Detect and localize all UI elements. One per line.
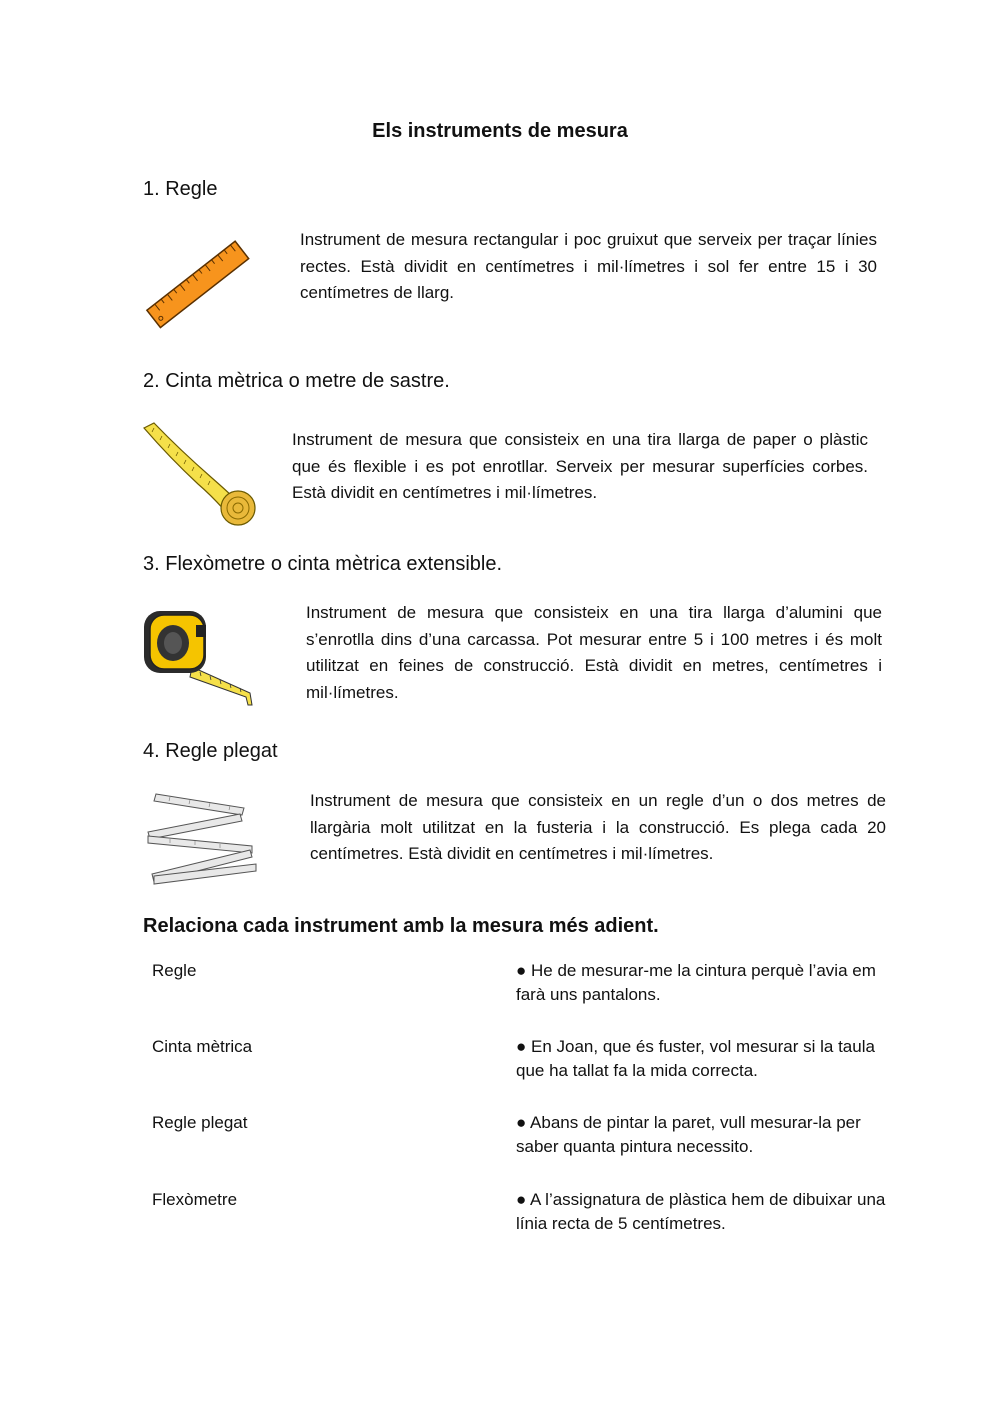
statement-item[interactable]: ● He de mesurar-me la cintura perquè l’avia em farà uns pantalons. (516, 961, 876, 1004)
section-heading-flexometre: 3. Flexòmetre o cinta mètrica extensible. (143, 553, 503, 575)
folding-ruler-icon (140, 790, 265, 890)
section-text-regle-plegat: Instrument de mesura que consisteix en un regle d’un o dos metres de llargària molt utilitzat en la fusteria i la construcció. Es plega cada 20 centímetres. Està dividit en centímetres i mil·límetres. (310, 791, 886, 863)
section-text-cinta: Instrument de mesura que consisteix en una tira llarga de paper o plàstic que és flexible i es pot enrotllar. Serveix per mesurar superfícies corbes. Està dividit en centímetres i mil·límetres. (292, 430, 868, 502)
tailor-tape-icon (140, 420, 260, 530)
statement-item[interactable]: ● En Joan, que és fuster, vol mesurar si la taula que ha tallat fa la mida correcta. (516, 1037, 875, 1080)
instrument-item[interactable]: Flexòmetre (152, 1190, 238, 1209)
exercise-title: Relaciona cada instrument amb la mesura més adient. (143, 915, 659, 937)
section-heading-regle-plegat: 4. Regle plegat (143, 740, 278, 762)
section-text-flexometre: Instrument de mesura que consisteix en una tira llarga d’alumini que s’enrotlla dins d’una carcassa. Pot mesurar entre 5 i 100 metres i és molt utilitzat en feines de construcció. Està dividit en metres, centímetres i mil·límetres. (306, 603, 882, 702)
statement-item[interactable]: ● A l’assignatura de plàstica hem de dibuixar una línia recta de 5 centímetres. (516, 1190, 886, 1233)
ruler-icon (140, 238, 255, 333)
section-heading-regle: 1. Regle (143, 178, 218, 200)
statement-item[interactable]: ● Abans de pintar la paret, vull mesurar-la per saber quanta pintura necessito. (516, 1113, 861, 1156)
instrument-item[interactable]: Regle plegat (152, 1113, 248, 1132)
section-heading-cinta: 2. Cinta mètrica o metre de sastre. (143, 370, 450, 392)
page-title: Els instruments de mesura (372, 120, 628, 142)
tape-measure-icon (140, 605, 260, 710)
section-text-regle: Instrument de mesura rectangular i poc gruixut que serveix per traçar línies rectes. Està dividit en centímetres i mil·límetres i sol fer entre 15 i 30 centímetres de llarg. (300, 230, 877, 302)
instrument-item[interactable]: Regle (152, 961, 197, 980)
instrument-item[interactable]: Cinta mètrica (152, 1037, 253, 1056)
